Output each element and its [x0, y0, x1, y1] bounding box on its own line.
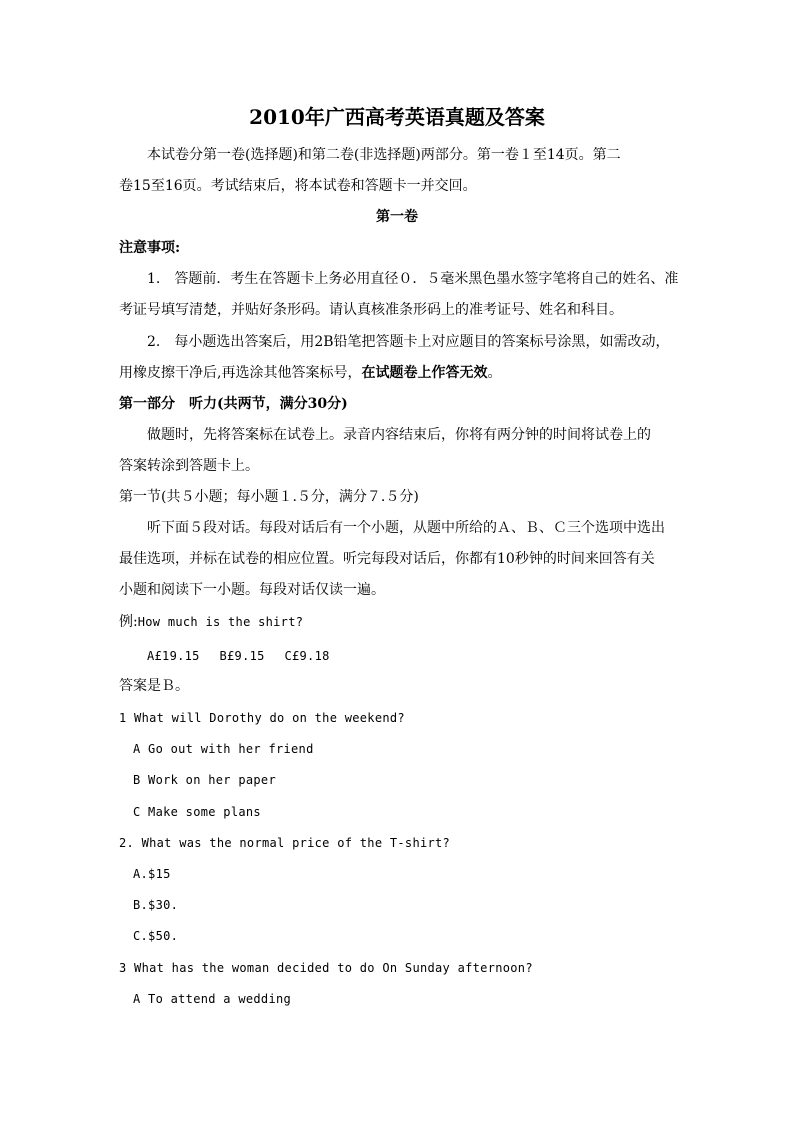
note-1-line-2: 考证号填写清楚，并贴好条形码。请认真核准条形码上的准考证号、姓名和科目。 [119, 302, 623, 318]
example-answer: 答案是Ｂ。 [119, 678, 189, 694]
note-2-bold-warning: 在试题卷上作答无效 [361, 365, 488, 381]
note-2-line-1: 2. 每小题选出答案后，用2B铅笔把答题卡上对应题目的答案标号涂黑，如需改动， [147, 334, 670, 350]
question-3-option-a: A To attend a wedding [133, 992, 292, 1006]
section-1-heading: 第一节(共５小题；每小题１.５分，满分７.５分) [119, 489, 419, 505]
intro-line-2: 卷15至16页。考试结束后，将本试卷和答题卡一并交回。 [119, 178, 477, 194]
example-options: A£19.15 B£9.15 C£9.18 [147, 649, 330, 663]
section-1-desc-line-2: 最佳选项，并标在试卷的相应位置。听完每段对话后，你都有10秒钟的时间来回答有关 [119, 551, 655, 567]
note-1-line-1: 1. 答题前．考生在答题卡上务必用直径０．５毫米黑色墨水签字笔将自己的姓名、准 [147, 271, 679, 287]
question-2-option-a: A.$15 [133, 867, 171, 881]
question-1-stem: 1 What will Dorothy do on the weekend? [119, 711, 405, 725]
intro-line-1: 本试卷分第一卷(选择题)和第二卷(非选择题)两部分。第一卷１至14页。第二 [147, 147, 621, 163]
section-1-desc-line-3: 小题和阅读下一小题。每段对话仅读一遍。 [119, 582, 385, 598]
volume-1-heading: 第一卷 [376, 209, 418, 225]
note-2-end-punct: 。 [487, 365, 502, 381]
notes-heading: 注意事项: [119, 240, 181, 256]
note-2-plain-text: 用橡皮擦干净后,再选涂其他答案标号， [119, 365, 362, 381]
question-2-option-b: B.$30. [133, 898, 179, 912]
question-1-option-b: B Work on her paper [133, 773, 276, 787]
part-1-heading: 第一部分 听力(共两节，满分30分) [119, 396, 348, 412]
section-1-desc-line-1: 听下面５段对话。每段对话后有一个小题，从题中所给的Ａ、Ｂ、Ｃ三个选项中选出 [147, 520, 665, 536]
question-2-option-c: C.$50. [133, 929, 179, 943]
note-2-line-2 [119, 363, 689, 383]
question-1-option-a: A Go out with her friend [133, 742, 314, 756]
question-2-stem: 2. What was the normal price of the T-shirt? [119, 836, 451, 850]
example-label: 例: [119, 614, 138, 630]
example-question-text: How much is the shirt? [137, 615, 304, 629]
part-1-desc-line-1: 做题时，先将答案标在试卷上。录音内容结束后，你将有两分钟的时间将试卷上的 [147, 427, 651, 443]
question-1-option-c: C Make some plans [133, 805, 261, 819]
part-1-desc-line-2: 答案转涂到答题卡上。 [119, 458, 259, 474]
document-title: 2010年广西高考英语真题及答案 [249, 105, 545, 129]
question-3-stem: 3 What has the woman decided to do On Sunday afternoon? [119, 961, 533, 975]
example-question [119, 612, 689, 632]
